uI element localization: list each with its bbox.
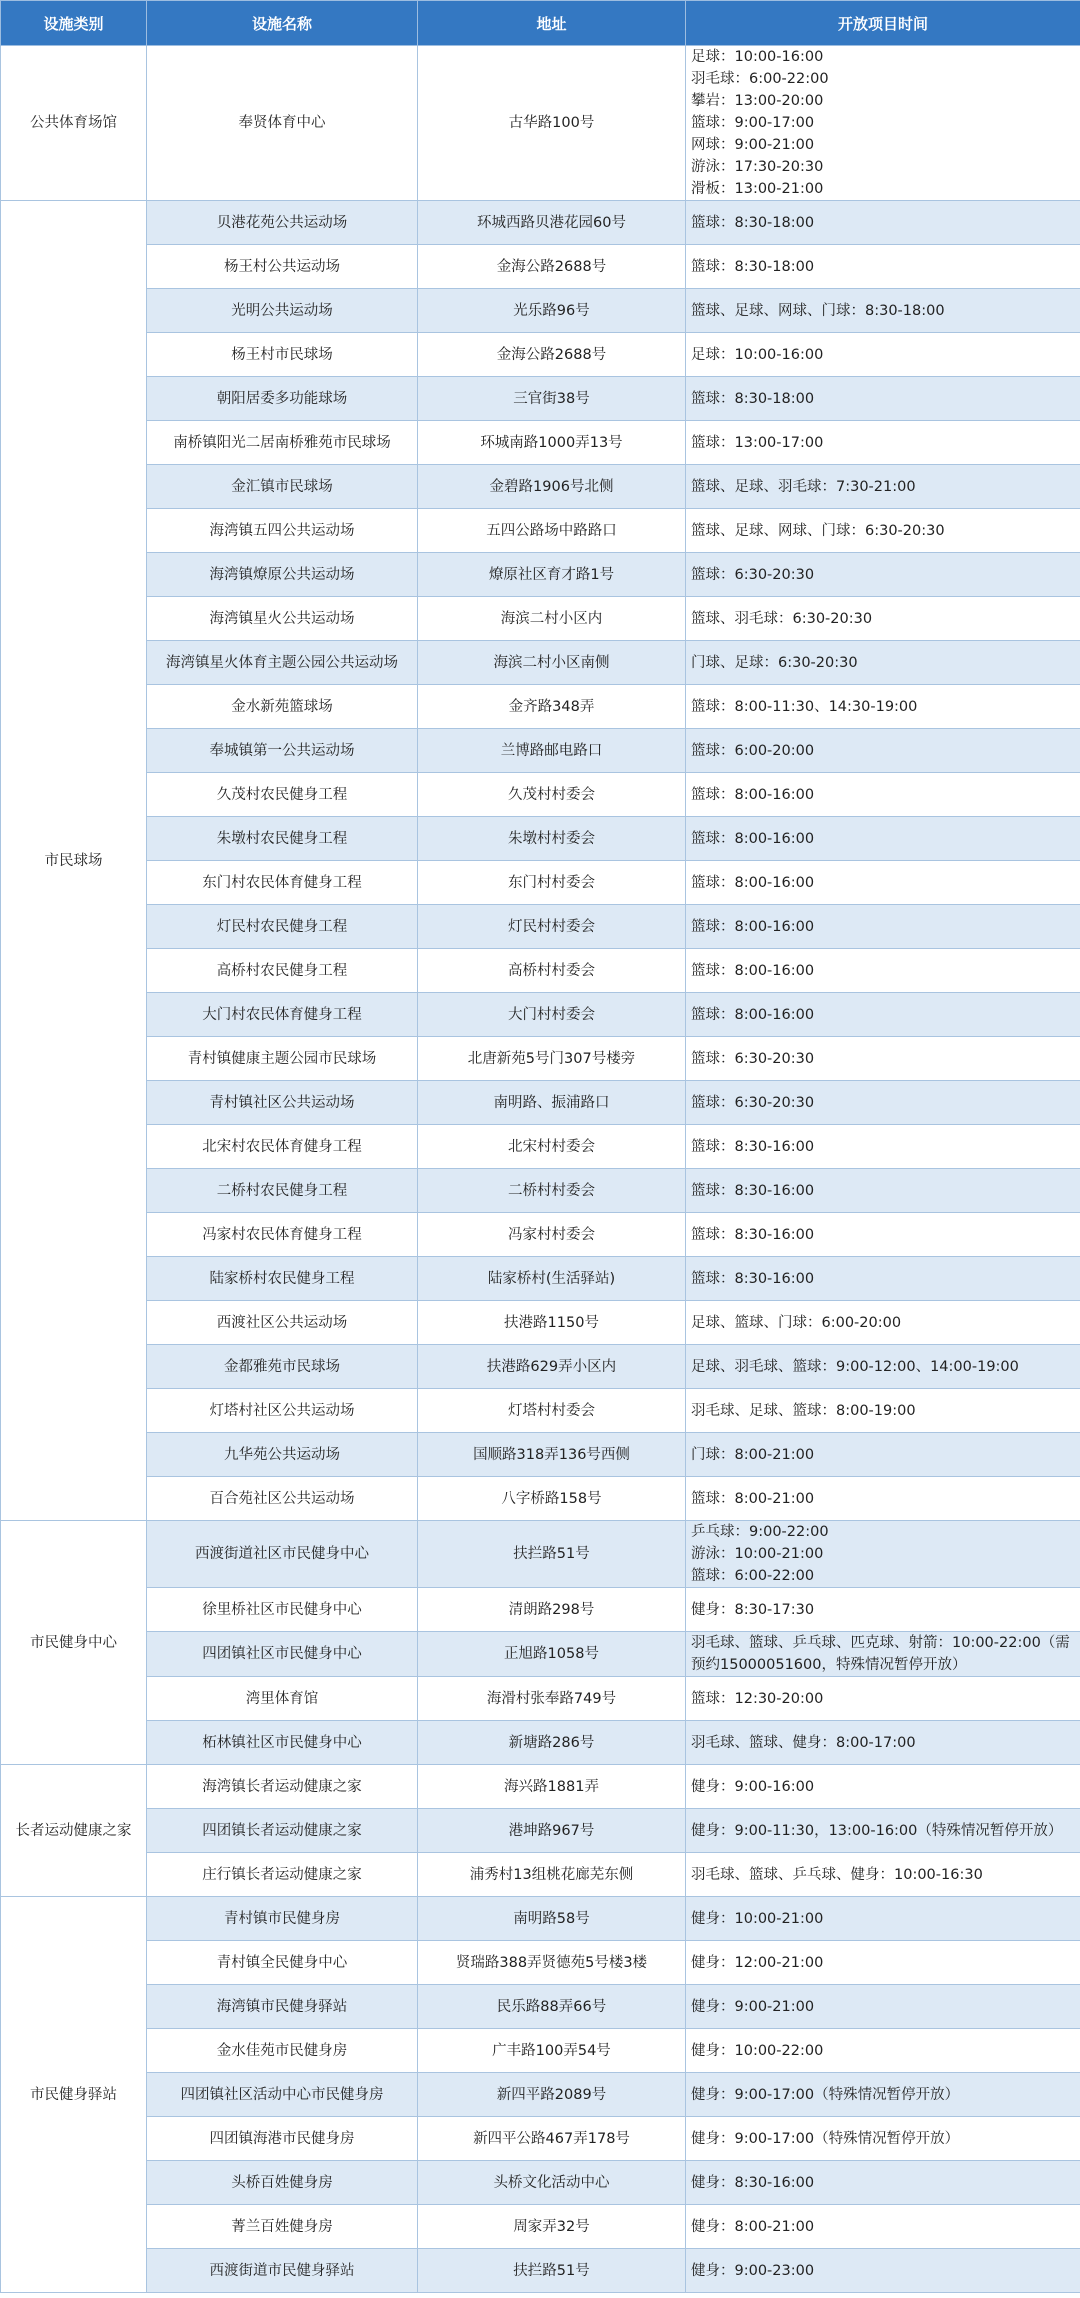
table-row <box>1 1213 1080 1257</box>
header-row <box>1 1 1080 46</box>
address-cell: 国顺路318弄136号西侧 <box>418 1433 686 1477</box>
hours-cell: 健身：9:00-17:00（特殊情况暂停开放） <box>686 2117 1080 2161</box>
table-row <box>1 333 1080 377</box>
facility-name-cell: 海湾镇长者运动健康之家 <box>147 1765 418 1809</box>
hours-cell: 健身：10:00-22:00 <box>686 2029 1080 2073</box>
hours-cell: 篮球：8:30-18:00 <box>686 377 1080 421</box>
header-category: 设施类别 <box>1 1 147 46</box>
table-row <box>1 729 1080 773</box>
hours-cell: 篮球、足球、网球、门球：8:30-18:00 <box>686 289 1080 333</box>
hours-cell: 篮球：8:00-21:00 <box>686 1477 1080 1521</box>
facility-name-cell: 四团镇社区市民健身中心 <box>147 1632 418 1677</box>
table-row <box>1 2073 1080 2117</box>
hours-cell: 健身：12:00-21:00 <box>686 1941 1080 1985</box>
facility-name-cell: 海湾镇星火公共运动场 <box>147 597 418 641</box>
address-cell: 头桥文化活动中心 <box>418 2161 686 2205</box>
table-row <box>1 1301 1080 1345</box>
hours-cell: 篮球：8:30-16:00 <box>686 1213 1080 1257</box>
hours-cell: 羽毛球、篮球、健身：8:00-17:00 <box>686 1721 1080 1765</box>
facility-name-cell: 东门村农民体育健身工程 <box>147 861 418 905</box>
hours-cell: 篮球：8:30-16:00 <box>686 1257 1080 1301</box>
table-row <box>1 2161 1080 2205</box>
address-cell: 港坤路967号 <box>418 1809 686 1853</box>
hours-cell: 羽毛球、足球、篮球：8:00-19:00 <box>686 1389 1080 1433</box>
table-row <box>1 817 1080 861</box>
facility-name-cell: 青村镇全民健身中心 <box>147 1941 418 1985</box>
address-cell: 朱墩村村委会 <box>418 817 686 861</box>
address-cell: 陆家桥村(生活驿站) <box>418 1257 686 1301</box>
facility-name-cell: 灯民村农民健身工程 <box>147 905 418 949</box>
facility-name-cell: 九华苑公共运动场 <box>147 1433 418 1477</box>
category-cell: 市民健身驿站 <box>1 1897 147 2293</box>
hours-cell: 门球、足球：6:30-20:30 <box>686 641 1080 685</box>
facility-name-cell: 奉贤体育中心 <box>147 46 418 201</box>
category-cell: 公共体育场馆 <box>1 46 147 201</box>
header-address: 地址 <box>418 1 686 46</box>
table-row <box>1 993 1080 1037</box>
address-cell: 正旭路1058号 <box>418 1632 686 1677</box>
address-cell: 环城南路1000弄13号 <box>418 421 686 465</box>
table-row <box>1 1257 1080 1301</box>
address-cell: 冯家村村委会 <box>418 1213 686 1257</box>
facility-name-cell: 青村镇社区公共运动场 <box>147 1081 418 1125</box>
facility-name-cell: 徐里桥社区市民健身中心 <box>147 1588 418 1632</box>
address-cell: 清朗路298号 <box>418 1588 686 1632</box>
facility-name-cell: 高桥村农民健身工程 <box>147 949 418 993</box>
table-row <box>1 2029 1080 2073</box>
address-cell: 浦秀村13组桃花廊芜东侧 <box>418 1853 686 1897</box>
address-cell: 金海公路2688号 <box>418 245 686 289</box>
address-cell: 三官街38号 <box>418 377 686 421</box>
address-cell: 北宋村村委会 <box>418 1125 686 1169</box>
address-cell: 金碧路1906号北侧 <box>418 465 686 509</box>
facility-name-cell: 菁兰百姓健身房 <box>147 2205 418 2249</box>
address-cell: 广丰路100弄54号 <box>418 2029 686 2073</box>
table-row <box>1 1389 1080 1433</box>
facility-name-cell: 湾里体育馆 <box>147 1677 418 1721</box>
hours-cell: 足球：10:00-16:00 羽毛球：6:00-22:00 攀岩：13:00-20:00 篮球：9:00-17:00 网球：9:00-21:00 游泳：17:30-20:30 滑板：13:00-21:00 <box>686 46 1080 201</box>
facility-name-cell: 朱墩村农民健身工程 <box>147 817 418 861</box>
address-cell: 金齐路348弄 <box>418 685 686 729</box>
hours-cell: 篮球：8:00-16:00 <box>686 817 1080 861</box>
hours-cell: 篮球：6:30-20:30 <box>686 1037 1080 1081</box>
table-row <box>1 641 1080 685</box>
table-row <box>1 465 1080 509</box>
hours-cell: 门球：8:00-21:00 <box>686 1433 1080 1477</box>
hours-cell: 乒乓球：9:00-22:00 游泳：10:00-21:00 篮球：6:00-22:00 <box>686 1521 1080 1588</box>
hours-cell: 健身：9:00-11:30，13:00-16:00（特殊情况暂停开放） <box>686 1809 1080 1853</box>
address-cell: 海滑村张奉路749号 <box>418 1677 686 1721</box>
table-row <box>1 245 1080 289</box>
table-row <box>1 2117 1080 2161</box>
facility-name-cell: 西渡社区公共运动场 <box>147 1301 418 1345</box>
facility-name-cell: 冯家村农民体育健身工程 <box>147 1213 418 1257</box>
hours-cell: 篮球：8:30-16:00 <box>686 1125 1080 1169</box>
table-row <box>1 377 1080 421</box>
address-cell: 扶拦路51号 <box>418 1521 686 1588</box>
hours-cell: 篮球：8:00-16:00 <box>686 861 1080 905</box>
hours-cell: 健身：8:00-21:00 <box>686 2205 1080 2249</box>
table-row <box>1 1677 1080 1721</box>
facility-name-cell: 四团镇社区活动中心市民健身房 <box>147 2073 418 2117</box>
address-cell: 二桥村村委会 <box>418 1169 686 1213</box>
facility-name-cell: 柘林镇社区市民健身中心 <box>147 1721 418 1765</box>
hours-cell: 健身：8:30-17:30 <box>686 1588 1080 1632</box>
hours-cell: 篮球、足球、网球、门球：6:30-20:30 <box>686 509 1080 553</box>
facility-name-cell: 海湾镇市民健身驿站 <box>147 1985 418 2029</box>
hours-cell: 健身：9:00-16:00 <box>686 1765 1080 1809</box>
table-row <box>1 1433 1080 1477</box>
address-cell: 东门村村委会 <box>418 861 686 905</box>
facility-name-cell: 金水佳苑市民健身房 <box>147 2029 418 2073</box>
table-row <box>1 861 1080 905</box>
facility-name-cell: 金都雅苑市民球场 <box>147 1345 418 1389</box>
header-hours: 开放项目时间 <box>686 1 1080 46</box>
address-cell: 燎原社区育才路1号 <box>418 553 686 597</box>
address-cell: 金海公路2688号 <box>418 333 686 377</box>
facility-name-cell: 灯塔村社区公共运动场 <box>147 1389 418 1433</box>
address-cell: 久茂村村委会 <box>418 773 686 817</box>
hours-cell: 篮球：6:30-20:30 <box>686 553 1080 597</box>
facility-name-cell: 百合苑社区公共运动场 <box>147 1477 418 1521</box>
facility-name-cell: 青村镇市民健身房 <box>147 1897 418 1941</box>
address-cell: 古华路100号 <box>418 46 686 201</box>
hours-cell: 篮球：8:00-16:00 <box>686 949 1080 993</box>
facility-name-cell: 南桥镇阳光二居南桥雅苑市民球场 <box>147 421 418 465</box>
table-row <box>1 1125 1080 1169</box>
table-row <box>1 1521 1080 1588</box>
table-row <box>1 1345 1080 1389</box>
hours-cell: 篮球：8:00-16:00 <box>686 905 1080 949</box>
facility-name-cell: 杨王村公共运动场 <box>147 245 418 289</box>
facility-name-cell: 海湾镇燎原公共运动场 <box>147 553 418 597</box>
facility-name-cell: 庄行镇长者运动健康之家 <box>147 1853 418 1897</box>
table-row <box>1 1985 1080 2029</box>
address-cell: 大门村村委会 <box>418 993 686 1037</box>
address-cell: 新塘路286号 <box>418 1721 686 1765</box>
hours-cell: 篮球：12:30-20:00 <box>686 1677 1080 1721</box>
facility-name-cell: 杨王村市民球场 <box>147 333 418 377</box>
hours-cell: 健身：9:00-21:00 <box>686 1985 1080 2029</box>
header-name: 设施名称 <box>147 1 418 46</box>
table-row <box>1 201 1080 245</box>
category-cell: 市民健身中心 <box>1 1521 147 1765</box>
address-cell: 光乐路96号 <box>418 289 686 333</box>
address-cell: 北唐新苑5号门307号楼旁 <box>418 1037 686 1081</box>
category-cell: 市民球场 <box>1 201 147 1521</box>
hours-cell: 篮球：6:00-20:00 <box>686 729 1080 773</box>
table-row <box>1 597 1080 641</box>
table-row <box>1 1721 1080 1765</box>
hours-cell: 篮球：13:00-17:00 <box>686 421 1080 465</box>
facility-name-cell: 金汇镇市民球场 <box>147 465 418 509</box>
facility-name-cell: 四团镇长者运动健康之家 <box>147 1809 418 1853</box>
table-row <box>1 421 1080 465</box>
hours-cell: 健身：9:00-17:00（特殊情况暂停开放） <box>686 2073 1080 2117</box>
table-row <box>1 1853 1080 1897</box>
address-cell: 五四公路场中路路口 <box>418 509 686 553</box>
address-cell: 贤瑞路388弄贤德苑5号楼3楼 <box>418 1941 686 1985</box>
table-body <box>1 46 1080 2293</box>
facility-name-cell: 二桥村农民健身工程 <box>147 1169 418 1213</box>
address-cell: 灯塔村村委会 <box>418 1389 686 1433</box>
table-row <box>1 2205 1080 2249</box>
hours-cell: 篮球：8:00-16:00 <box>686 993 1080 1037</box>
address-cell: 南明路58号 <box>418 1897 686 1941</box>
address-cell: 海滨二村小区内 <box>418 597 686 641</box>
hours-cell: 健身：9:00-23:00 <box>686 2249 1080 2293</box>
hours-cell: 篮球：6:30-20:30 <box>686 1081 1080 1125</box>
facility-name-cell: 大门村农民体育健身工程 <box>147 993 418 1037</box>
hours-cell: 篮球、羽毛球：6:30-20:30 <box>686 597 1080 641</box>
facility-name-cell: 海湾镇五四公共运动场 <box>147 509 418 553</box>
address-cell: 新四平公路467弄178号 <box>418 2117 686 2161</box>
table-row <box>1 949 1080 993</box>
facility-name-cell: 朝阳居委多功能球场 <box>147 377 418 421</box>
hours-cell: 羽毛球、篮球、乒乓球、匹克球、射箭：10:00-22:00（需预约15000051600，特殊情况暂停开放） <box>686 1632 1080 1677</box>
table-row <box>1 1588 1080 1632</box>
facility-name-cell: 贝港花苑公共运动场 <box>147 201 418 245</box>
table-row <box>1 1809 1080 1853</box>
address-cell: 扶港路1150号 <box>418 1301 686 1345</box>
table-row <box>1 289 1080 333</box>
table-row <box>1 553 1080 597</box>
facility-name-cell: 四团镇海港市民健身房 <box>147 2117 418 2161</box>
table-row <box>1 1897 1080 1941</box>
facility-name-cell: 西渡街道社区市民健身中心 <box>147 1521 418 1588</box>
address-cell: 周家弄32号 <box>418 2205 686 2249</box>
hours-cell: 篮球：8:30-18:00 <box>686 201 1080 245</box>
hours-cell: 篮球、足球、羽毛球：7:30-21:00 <box>686 465 1080 509</box>
address-cell: 扶拦路51号 <box>418 2249 686 2293</box>
address-cell: 海兴路1881弄 <box>418 1765 686 1809</box>
table-row <box>1 1941 1080 1985</box>
table-row <box>1 905 1080 949</box>
address-cell: 兰博路邮电路口 <box>418 729 686 773</box>
facility-name-cell: 西渡街道市民健身驿站 <box>147 2249 418 2293</box>
address-cell: 灯民村村委会 <box>418 905 686 949</box>
hours-cell: 篮球：8:30-18:00 <box>686 245 1080 289</box>
hours-cell: 篮球：8:00-11:30、14:30-19:00 <box>686 685 1080 729</box>
table-row <box>1 1765 1080 1809</box>
hours-cell: 足球：10:00-16:00 <box>686 333 1080 377</box>
table-row <box>1 1081 1080 1125</box>
table-row <box>1 1169 1080 1213</box>
table-row <box>1 46 1080 201</box>
address-cell: 扶港路629弄小区内 <box>418 1345 686 1389</box>
address-cell: 环城西路贝港花园60号 <box>418 201 686 245</box>
table-row <box>1 2249 1080 2293</box>
facility-name-cell: 金水新苑篮球场 <box>147 685 418 729</box>
table-row <box>1 773 1080 817</box>
facility-name-cell: 海湾镇星火体育主题公园公共运动场 <box>147 641 418 685</box>
hours-cell: 足球、羽毛球、篮球：9:00-12:00、14:00-19:00 <box>686 1345 1080 1389</box>
hours-cell: 足球、篮球、门球：6:00-20:00 <box>686 1301 1080 1345</box>
hours-cell: 羽毛球、篮球、乒乓球、健身：10:00-16:30 <box>686 1853 1080 1897</box>
facility-name-cell: 光明公共运动场 <box>147 289 418 333</box>
facility-name-cell: 青村镇健康主题公园市民球场 <box>147 1037 418 1081</box>
table-row <box>1 1037 1080 1081</box>
hours-cell: 健身：8:30-16:00 <box>686 2161 1080 2205</box>
table-row <box>1 685 1080 729</box>
hours-cell: 篮球：8:00-16:00 <box>686 773 1080 817</box>
address-cell: 八字桥路158号 <box>418 1477 686 1521</box>
table-row <box>1 509 1080 553</box>
address-cell: 民乐路88弄66号 <box>418 1985 686 2029</box>
category-cell: 长者运动健康之家 <box>1 1765 147 1897</box>
facility-name-cell: 陆家桥村农民健身工程 <box>147 1257 418 1301</box>
address-cell: 高桥村村委会 <box>418 949 686 993</box>
facility-name-cell: 奉城镇第一公共运动场 <box>147 729 418 773</box>
hours-cell: 健身：10:00-21:00 <box>686 1897 1080 1941</box>
address-cell: 南明路、振浦路口 <box>418 1081 686 1125</box>
table-row <box>1 1632 1080 1677</box>
facility-name-cell: 久茂村农民健身工程 <box>147 773 418 817</box>
address-cell: 新四平路2089号 <box>418 2073 686 2117</box>
facility-name-cell: 头桥百姓健身房 <box>147 2161 418 2205</box>
hours-cell: 篮球：8:30-16:00 <box>686 1169 1080 1213</box>
table-row <box>1 1477 1080 1521</box>
address-cell: 海滨二村小区南侧 <box>418 641 686 685</box>
facility-name-cell: 北宋村农民体育健身工程 <box>147 1125 418 1169</box>
